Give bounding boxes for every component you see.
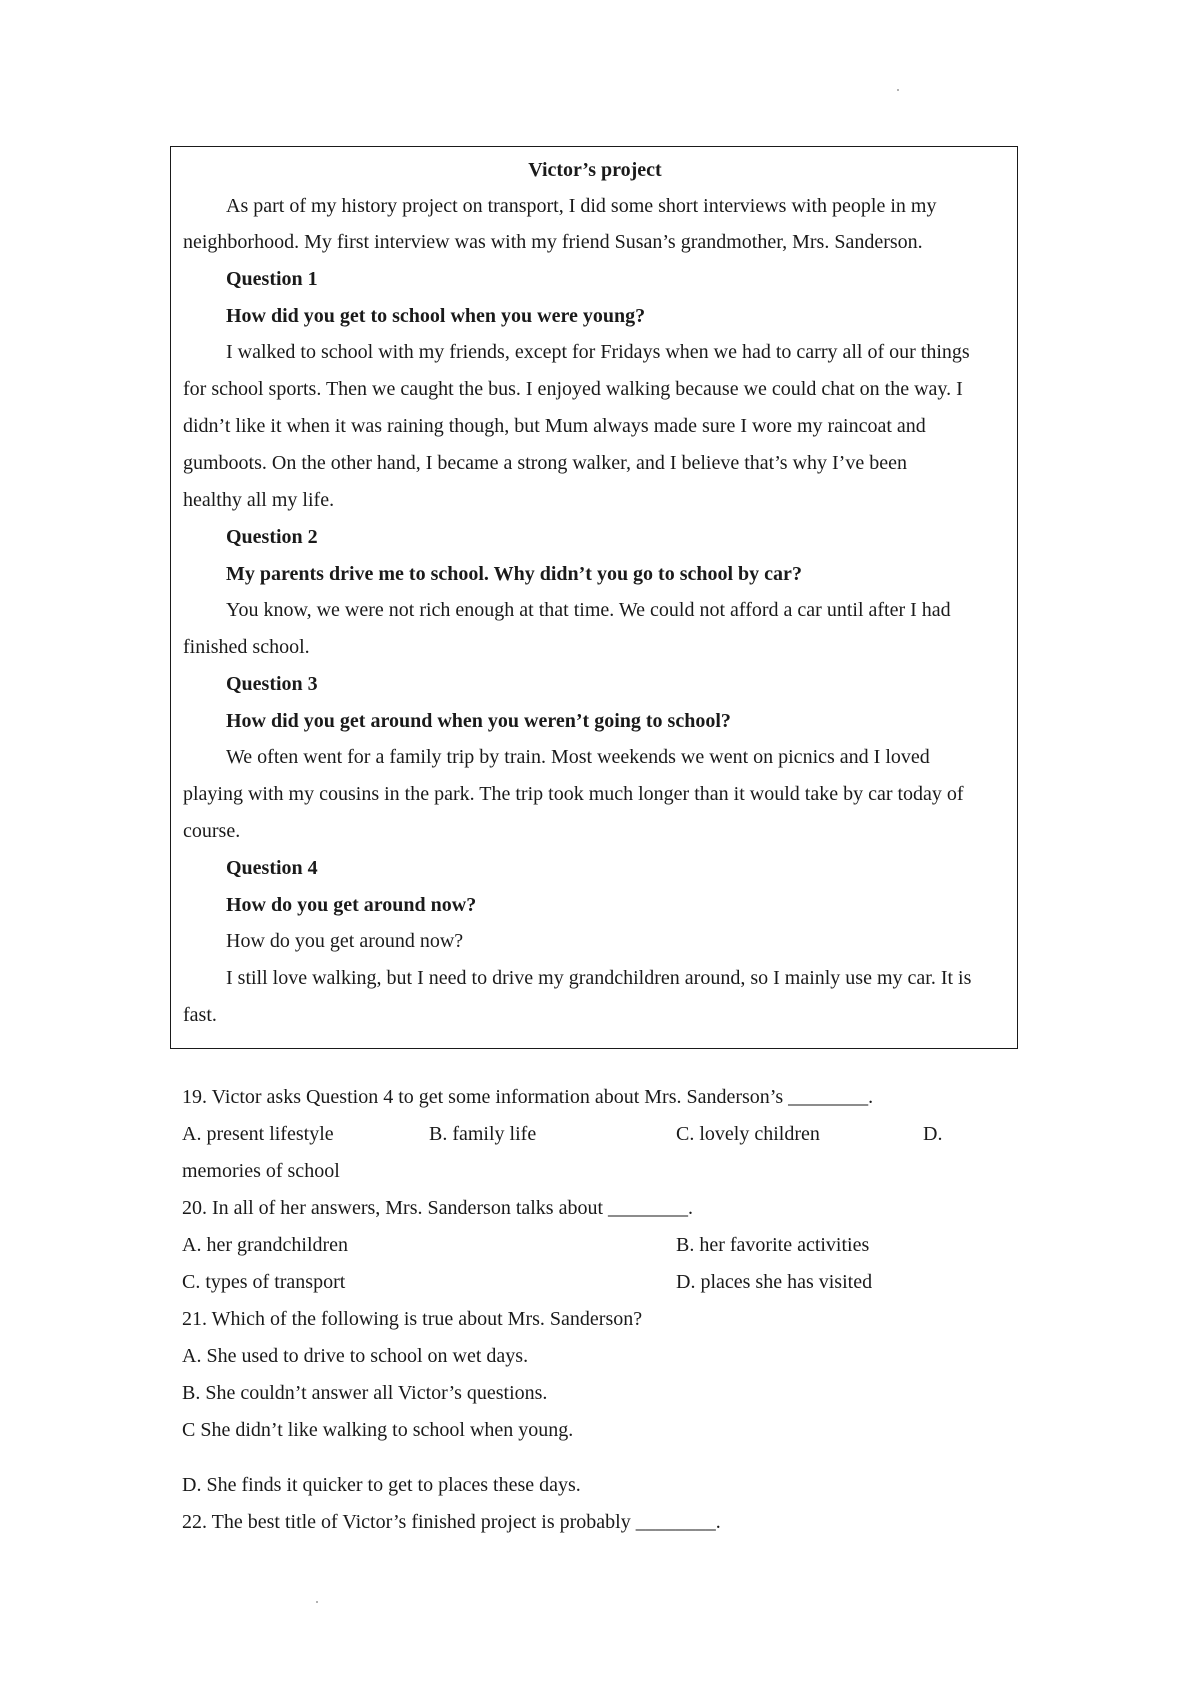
answer-1-line-3: didn’t like it when it was raining though, but Mum always made sure I wore my raincoat and (183, 415, 926, 437)
answer-1-line-1: I walked to school with my friends, except for Fridays when we had to carry all of our things (226, 341, 970, 363)
passage-box (170, 146, 1018, 1049)
answer-2-line-2: finished school. (183, 636, 310, 658)
q19-option-c: C. lovely children (676, 1123, 820, 1145)
answer-1-line-2: for school sports. Then we caught the bus. I enjoyed walking because we could chat on the way. I (183, 378, 963, 400)
q20-stem: 20. In all of her answers, Mrs. Sanderson talks about ________. (182, 1197, 694, 1219)
q21-option-d: D. She finds it quicker to get to places these days. (182, 1474, 581, 1496)
q21-option-c: C She didn’t like walking to school when young. (182, 1419, 574, 1441)
q20-option-c: C. types of transport (182, 1271, 346, 1293)
answer-1-line-4: gumboots. On the other hand, I became a strong walker, and I believe that’s why I’ve been (183, 452, 907, 474)
q20-option-a: A. her grandchildren (182, 1234, 349, 1256)
intro-line-2: neighborhood. My first interview was with my friend Susan’s grandmother, Mrs. Sanderson. (183, 231, 923, 253)
question-2-text: My parents drive me to school. Why didn’t you go to school by car? (226, 563, 802, 585)
answer-4-line-1: I still love walking, but I need to drive my grandchildren around, so I mainly use my car. It is (226, 967, 972, 989)
q19-stem: 19. Victor asks Question 4 to get some information about Mrs. Sanderson’s ________. (182, 1086, 874, 1108)
answer-4-line-2: fast. (183, 1004, 217, 1026)
answer-1-line-5: healthy all my life. (183, 489, 335, 511)
q19-option-d-text: memories of school (182, 1160, 340, 1182)
question-4-repeat: How do you get around now? (226, 930, 464, 952)
answer-2-line-1: You know, we were not rich enough at that time. We could not afford a car until after I had (226, 599, 951, 621)
q19-option-b: B. family life (429, 1123, 537, 1145)
answer-3-line-3: course. (183, 820, 241, 842)
answer-3-line-2: playing with my cousins in the park. The trip took much longer than it would take by car today of (183, 783, 964, 805)
question-3-text: How did you get around when you weren’t going to school? (226, 710, 731, 732)
q21-option-a: A. She used to drive to school on wet days. (182, 1345, 529, 1367)
answer-3-line-1: We often went for a family trip by train. Most weekends we went on picnics and I loved (226, 746, 930, 768)
q20-option-b: B. her favorite activities (676, 1234, 870, 1256)
q19-option-a: A. present lifestyle (182, 1123, 334, 1145)
q21-stem: 21. Which of the following is true about Mrs. Sanderson? (182, 1308, 643, 1330)
q21-option-b: B. She couldn’t answer all Victor’s questions. (182, 1382, 548, 1404)
question-2-label: Question 2 (226, 526, 318, 548)
question-1-label: Question 1 (226, 268, 318, 290)
q22-stem: 22. The best title of Victor’s finished project is probably ________. (182, 1511, 721, 1533)
question-4-text: How do you get around now? (226, 894, 477, 916)
question-1-text: How did you get to school when you were young? (226, 305, 646, 327)
scan-dot (316, 1601, 318, 1603)
passage-title: Victor’s project (528, 159, 662, 181)
q20-option-d: D. places she has visited (676, 1271, 873, 1293)
intro-line-1: As part of my history project on transport, I did some short interviews with people in my (226, 195, 937, 217)
question-4-label: Question 4 (226, 857, 318, 879)
question-3-label: Question 3 (226, 673, 318, 695)
scan-dot (897, 89, 899, 91)
q19-option-d-prefix: D. (923, 1123, 943, 1145)
